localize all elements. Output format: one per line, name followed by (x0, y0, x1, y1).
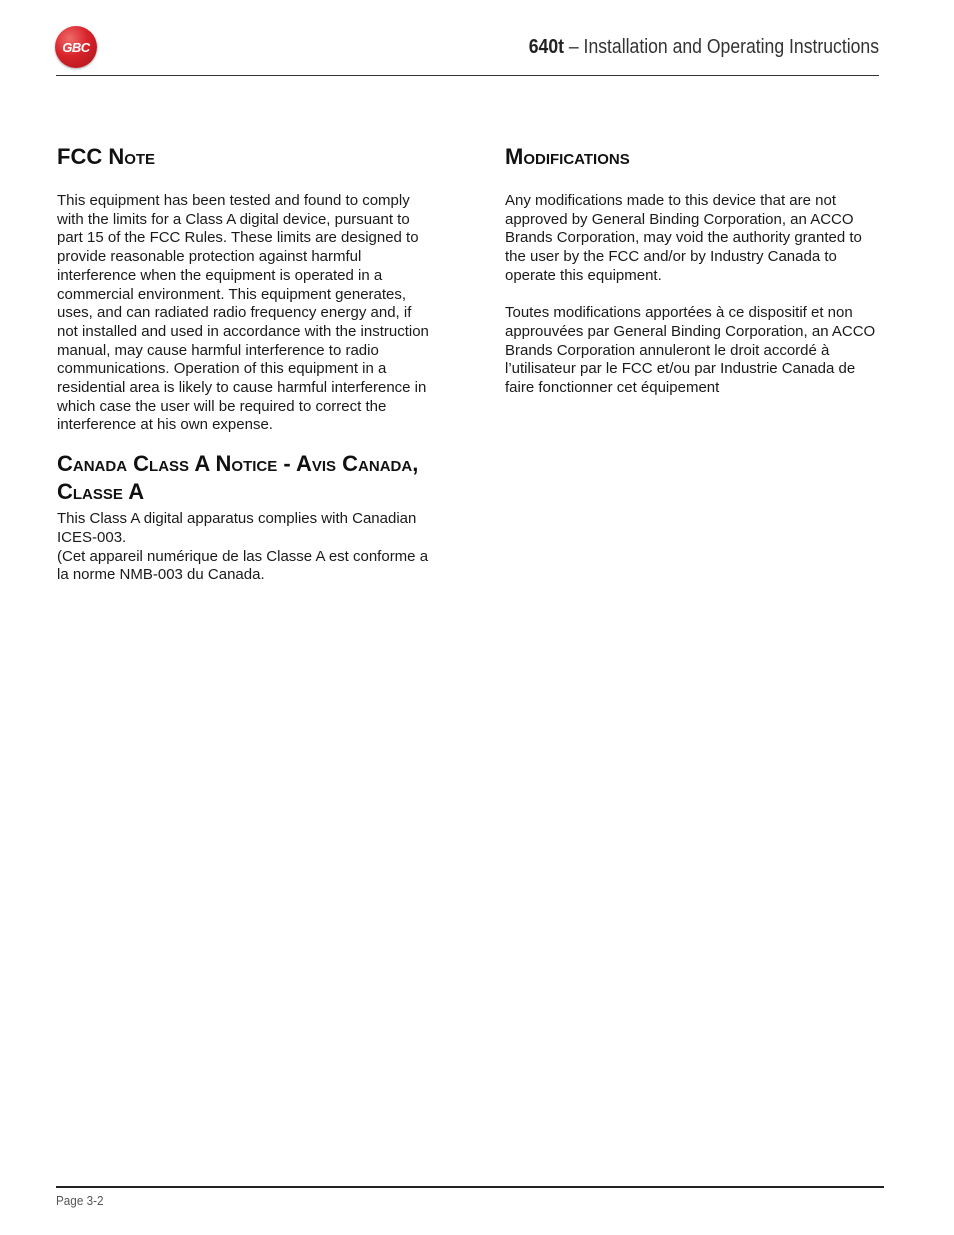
canada-notice-body-en: This Class A digital apparatus complies with Canadian ICES-003. (57, 510, 417, 546)
footer-divider (56, 1186, 884, 1188)
logo-text: GBC (62, 39, 90, 55)
title-rest: – Installation and Operating Instructions (563, 36, 879, 58)
canada-notice-heading: Canada Class A Notice - Avis Canada, Classe A (57, 451, 419, 505)
document-title (529, 36, 879, 59)
left-column (57, 143, 432, 585)
modifications-heading: Modifications (505, 144, 630, 169)
page-number: Page 3-2 (56, 1193, 104, 1208)
fcc-note-body: This equipment has been tested and found to comply with the limits for a Class A digital device, pursuant to part 15 of the FCC Rules. These limits are designed to provide reasonable protection against harmful interference when the equipment is operated in a commercial environment. This equipment generates, uses, and can radiated radio frequency energy and, if not installed and used in accordance with the instruction manual, may cause harmful interference to radio communications. Operation of this equipment in a residential area is likely to cause harmful interference in which case the user will be required to correct the interference at his own expense. (57, 192, 429, 434)
modifications-body-en: Any modifications made to this device that are not approved by General Binding Corporation, an ACCO Brands Corporation, may void the authority granted to the user by the FCC and/or by Industry Canada to operate this equipment. (505, 192, 862, 284)
model-name: 640t (528, 36, 564, 58)
right-column (505, 143, 880, 398)
gbc-logo (55, 26, 97, 68)
modifications-body-fr: Toutes modifications apportées à ce dispositif et non approuvées par General Binding Corporation, an ACCO Brands Corporation annuleront le droit accordé à l’utilisateur par le FCC et/ou par Industrie Canada de faire fonctionner cet équipement (505, 304, 876, 397)
header-divider (56, 75, 879, 76)
fcc-note-heading: FCC Note (57, 144, 156, 169)
canada-notice-body-fr: (Cet appareil numérique de las Classe A est conforme a la norme NMB-003 du Canada. (57, 547, 429, 584)
